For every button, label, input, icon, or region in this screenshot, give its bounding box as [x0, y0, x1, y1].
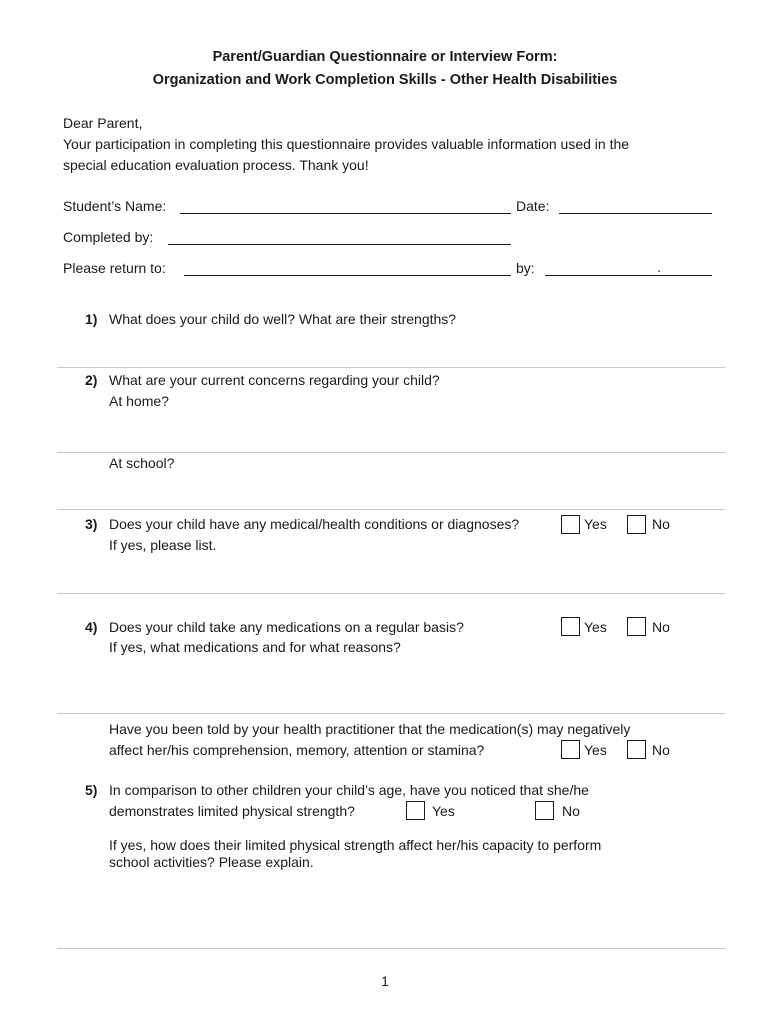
q4-follow-yes-label: Yes — [584, 742, 607, 758]
form-title-line1: Parent/Guardian Questionnaire or Interview Form: — [212, 49, 558, 65]
date-field[interactable] — [559, 213, 712, 214]
q5-yes-label: Yes — [432, 803, 455, 819]
by-label: by: — [516, 260, 535, 276]
q3-text: Does your child have any medical/health conditions or diagnoses? — [109, 516, 520, 532]
return-to-label: Please return to: — [63, 260, 166, 276]
q5-divider — [57, 948, 725, 949]
completed-by-field[interactable] — [168, 244, 511, 245]
q1-number: 1) — [85, 311, 98, 327]
q4-divider — [57, 713, 725, 714]
q5-line-2: demonstrates limited physical strength? — [109, 803, 355, 819]
intro-line-2: special education evaluation process. Thank you! — [63, 157, 369, 173]
q2-number: 2) — [85, 372, 98, 388]
q3-divider — [57, 593, 725, 594]
q4-no-label: No — [652, 619, 670, 635]
q1-divider — [57, 367, 725, 368]
q5-explain-line-2: school activities? Please explain. — [109, 854, 314, 870]
q5-number: 5) — [85, 782, 98, 798]
q4-follow-no-label: No — [652, 742, 670, 758]
by-dot: . — [657, 259, 661, 275]
student-name-label: Student’s Name: — [63, 198, 167, 214]
q3-number: 3) — [85, 516, 98, 532]
q4-yes-label: Yes — [584, 619, 607, 635]
q2-home-divider — [57, 452, 725, 453]
q5-no-checkbox[interactable] — [535, 801, 554, 820]
q5-explain-line-1: If yes, how does their limited physical strength affect her/his capacity to perform — [109, 837, 602, 853]
q5-line-1: In comparison to other children your child’s age, have you noticed that she/he — [109, 782, 589, 798]
q4-text: Does your child take any medications on a regular basis? — [109, 619, 464, 635]
q3-sub: If yes, please list. — [109, 537, 217, 553]
return-to-field[interactable] — [184, 275, 511, 276]
return-by-date-field[interactable] — [545, 275, 712, 276]
form-title-line2: Organization and Work Completion Skills - Other Health Disabilities — [152, 72, 618, 88]
q2-at-home: At home? — [109, 393, 169, 409]
date-label: Date: — [516, 198, 550, 214]
q4-follow-line-1: Have you been told by your health practitioner that the medication(s) may negatively — [109, 721, 631, 737]
intro-line-1: Your participation in completing this questionnaire provides valuable information used in the — [63, 136, 630, 152]
q4-number: 4) — [85, 619, 98, 635]
q3-no-label: No — [652, 516, 670, 532]
q3-no-checkbox[interactable] — [627, 515, 646, 534]
q4-follow-no-checkbox[interactable] — [627, 740, 646, 759]
q4-yes-checkbox[interactable] — [561, 617, 580, 636]
page-number: 1 — [381, 973, 389, 989]
q3-yes-label: Yes — [584, 516, 607, 532]
q2-divider — [57, 509, 725, 510]
q3-yes-checkbox[interactable] — [561, 515, 580, 534]
completed-by-label: Completed by: — [63, 229, 154, 245]
q1-text: What does your child do well? What are their strengths? — [109, 311, 457, 327]
q5-yes-checkbox[interactable] — [406, 801, 425, 820]
q4-no-checkbox[interactable] — [627, 617, 646, 636]
greeting: Dear Parent, — [63, 115, 143, 131]
q5-no-label: No — [562, 803, 580, 819]
q2-at-school: At school? — [109, 455, 175, 471]
q2-text: What are your current concerns regarding your child? — [109, 372, 440, 388]
q4-follow-line-2: affect her/his comprehension, memory, attention or stamina? — [109, 742, 485, 758]
student-name-field[interactable] — [180, 213, 511, 214]
q4-sub: If yes, what medications and for what reasons? — [109, 639, 401, 655]
q4-follow-yes-checkbox[interactable] — [561, 740, 580, 759]
